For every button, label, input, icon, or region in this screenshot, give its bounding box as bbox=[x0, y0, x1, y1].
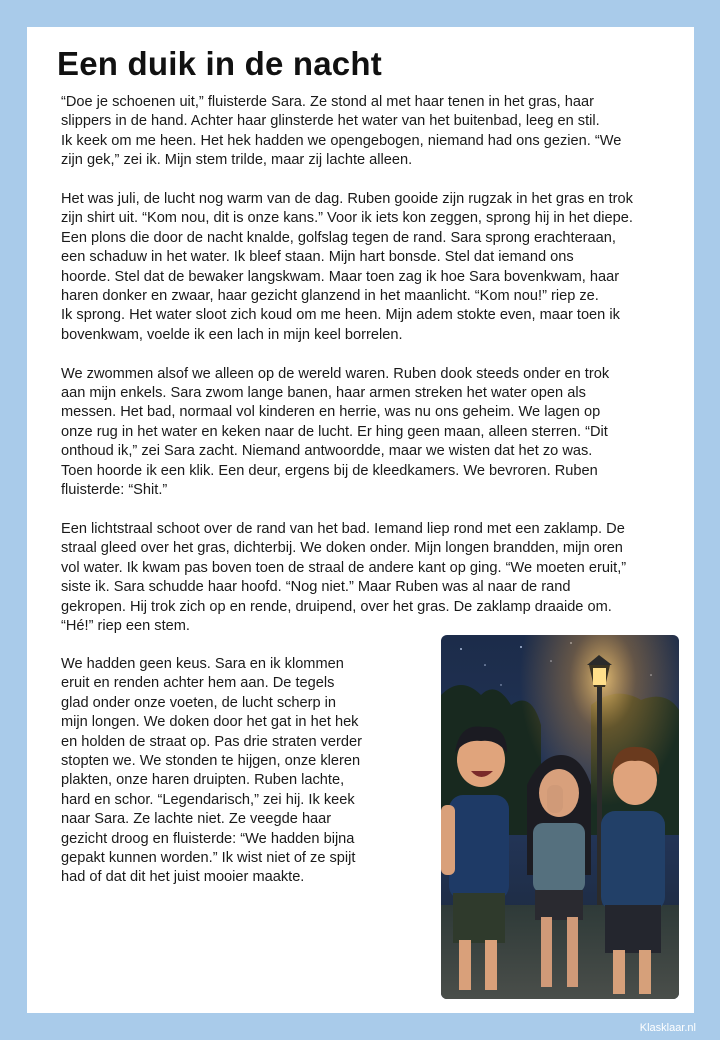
night-scene-illustration bbox=[441, 635, 679, 999]
paragraph-1 bbox=[61, 93, 667, 171]
text-line: siste ik. Sara schudde haar hoofd. “Nog niet.” Maar Ruben was al naar de rand bbox=[61, 579, 571, 596]
text-line: haren donker en zwaar, haar gezicht glanzend in het maanlicht. “Kom nou!” riep ze. bbox=[61, 288, 599, 305]
text-line: straal gleed over het gras, dichterbij. We doken onder. Mijn longen brandden, mijn oren bbox=[61, 540, 623, 557]
text-line: eruit en renden achter hem aan. De tegels bbox=[61, 675, 335, 692]
text-line: fluisterde: “Shit.” bbox=[61, 482, 168, 499]
story-body bbox=[61, 93, 667, 656]
text-line: slippers in de hand. Achter haar glinsterde het water van het buitenbad, leeg en stil. bbox=[61, 113, 600, 130]
text-line: Het was juli, de lucht nog warm van de dag. Ruben gooide zijn rugzak in het gras en trok bbox=[61, 191, 633, 208]
story-illustration bbox=[441, 635, 679, 999]
text-line: had of dat dit het juist mooier maakte. bbox=[61, 869, 305, 886]
text-line: Ik keek om me heen. Het hek hadden we opengebogen, niemand had ons gezien. “We bbox=[61, 132, 622, 149]
text-line: gepakt kunnen worden.” Ik wist niet of ze spijt bbox=[61, 850, 356, 867]
text-line: en holden de straat op. Pas drie straten verder bbox=[61, 733, 362, 750]
text-line: We hadden geen keus. Sara en ik klommen bbox=[61, 656, 344, 672]
text-line: een schaduw in het water. Ik bleef staan. Mijn hart bonsde. Stel dat iemand ons bbox=[61, 249, 574, 266]
text-line: onthoud ik,” zei Sara zacht. Niemand antwoordde, maar we wisten dat het zo was. bbox=[61, 443, 593, 460]
text-line: naar Sara. Ze lachte niet. Ze veegde haar bbox=[61, 811, 332, 828]
text-line: zijn gek,” zei ik. Mijn stem trilde, maar zij lachte alleen. bbox=[61, 152, 413, 169]
paragraph-5 bbox=[61, 655, 391, 888]
text-line: hoorde. Stel dat de bewaker langskwam. Maar toen zag ik hoe Sara bovenkwam, haar bbox=[61, 268, 620, 285]
text-line: “Doe je schoenen uit,” fluisterde Sara. Ze stond al met haar tenen in het gras, haar bbox=[61, 94, 594, 110]
text-line: hard en schor. “Legendarisch,” zei hij. Ik keek bbox=[61, 791, 355, 808]
text-line: gekropen. Hij trok zich op en rende, druipend, over het gras. De zaklamp draaide om. bbox=[61, 598, 612, 615]
footer-brand: Klasklaar.nl bbox=[639, 1022, 696, 1034]
text-line: gezicht droog en fluisterde: “We hadden bijna bbox=[61, 830, 355, 847]
text-line: plakten, onze haren druipten. Ruben lachte, bbox=[61, 772, 345, 789]
paragraph-2 bbox=[61, 190, 667, 345]
text-line: glad onder onze voeten, de lucht scherp in bbox=[61, 694, 337, 711]
text-line: Toen hoorde ik een klik. Een deur, ergens bij de kleedkamers. We bevroren. Ruben bbox=[61, 462, 598, 479]
text-line: We zwommen alsof we alleen op de wereld waren. Ruben dook steeds onder en trok bbox=[61, 365, 610, 382]
text-line: onze rug in het water en keken naar de lucht. Er hing geen maan, alleen sterren. “Dit bbox=[61, 423, 608, 440]
text-line: “Hé!” riep een stem. bbox=[61, 617, 190, 634]
story-title: Een duik in de nacht bbox=[57, 45, 382, 82]
text-line: bovenkwam, voelde ik een lach in mijn keel borrelen. bbox=[61, 326, 403, 343]
text-line: Een lichtstraal schoot over de rand van het bad. Iemand liep rond met een zaklamp. De bbox=[61, 520, 625, 537]
text-line: Een plons die door de nacht knalde, golfslag tegen de rand. Sara sprong erachteraan, bbox=[61, 229, 616, 246]
worksheet-page bbox=[27, 27, 694, 1013]
text-line: stopten we. We stonden te hijgen, onze kleren bbox=[61, 753, 361, 770]
paragraph-3 bbox=[61, 365, 667, 501]
text-line: mijn longen. We doken door het gat in het hek bbox=[61, 714, 359, 731]
text-line: Ik sprong. Het water sloot zich koud om me heen. Mijn adem stokte even, maar toen ik bbox=[61, 307, 620, 324]
text-line: aan mijn enkels. Sara zwom lange banen, haar armen streken het water open als bbox=[61, 385, 586, 402]
text-line: messen. Het bad, normaal vol kinderen en herrie, was nu ons geheim. We lagen op bbox=[61, 404, 601, 421]
text-line: vol water. Ik kwam pas boven toen de straal de andere kant op ging. “We moeten eruit,” bbox=[61, 559, 627, 576]
text-line: zijn shirt uit. “Kom nou, dit is onze kans.” Voor ik iets kon zeggen, sprong hij in het diepe. bbox=[61, 210, 633, 227]
paragraph-4 bbox=[61, 520, 667, 636]
